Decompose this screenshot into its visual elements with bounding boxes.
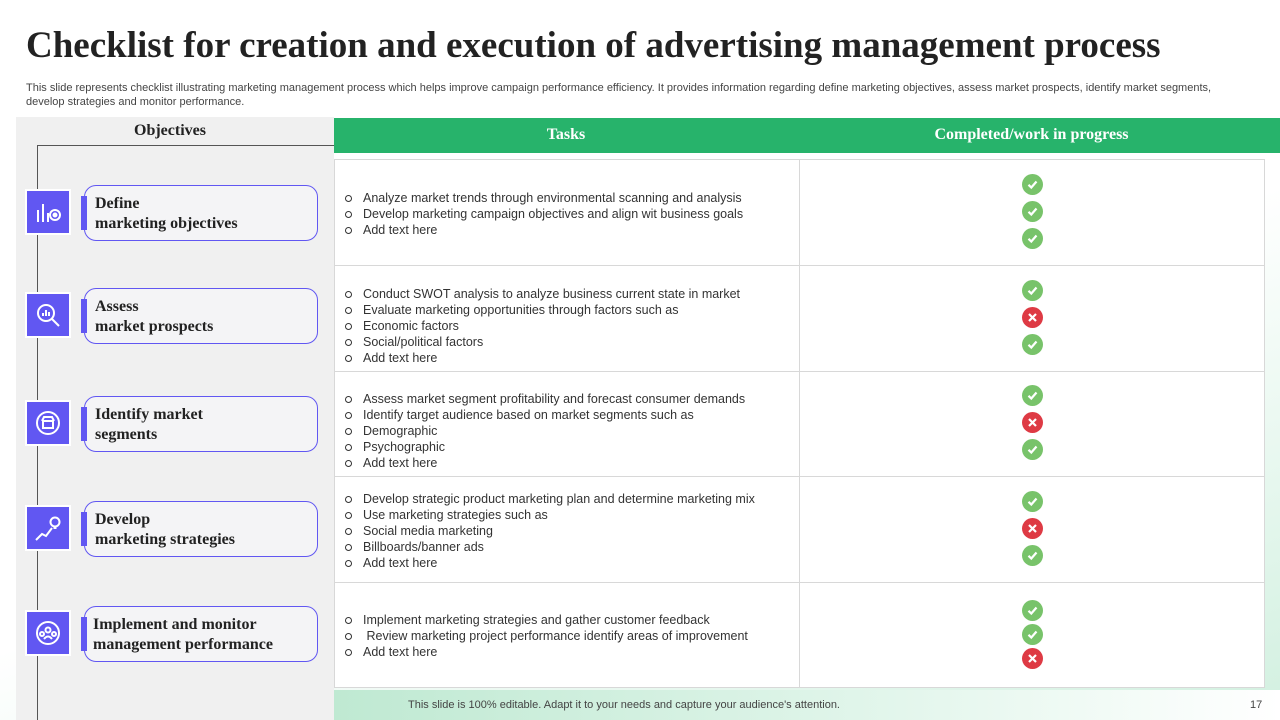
check-icon: [1022, 545, 1043, 566]
tasks-column-header: Tasks: [546, 126, 586, 143]
objective-accent-bar: [81, 512, 87, 546]
status-indicators: [1021, 491, 1043, 566]
check-icon: [1022, 491, 1043, 512]
task-item: Add text here: [343, 555, 793, 571]
task-item: Identify target audience based on market segments such as: [343, 407, 793, 423]
task-item: Economic factors: [343, 318, 793, 334]
task-list: [343, 391, 793, 471]
objective-card: [84, 185, 318, 241]
objective-accent-bar: [81, 617, 87, 651]
check-icon: [1022, 174, 1043, 195]
cross-icon: [1022, 648, 1043, 669]
task-item: Demographic: [343, 423, 793, 439]
table-row: [335, 371, 1264, 477]
cross-icon: [1022, 307, 1043, 328]
task-list: [343, 612, 793, 660]
task-item: Analyze market trends through environmental scanning and analysis: [343, 190, 793, 206]
task-item: Review marketing project performance identify areas of improvement: [343, 628, 793, 644]
table-row: [335, 160, 1264, 266]
objective-label: Define marketing objectives: [95, 195, 238, 232]
task-list: [343, 491, 793, 571]
check-icon: [1022, 385, 1043, 406]
checklist-table: [334, 159, 1265, 688]
task-item: Psychographic: [343, 439, 793, 455]
cross-icon: [1022, 412, 1043, 433]
objective-accent-bar: [81, 299, 87, 333]
status-column-header: Completed/work in progress: [934, 126, 1129, 143]
task-list: [343, 190, 793, 238]
objective-card: [84, 396, 318, 452]
objective-label: Implement and monitor management performance: [93, 616, 273, 653]
timeline-connector: [37, 145, 334, 146]
task-item: Billboards/banner ads: [343, 539, 793, 555]
objective-accent-bar: [81, 407, 87, 441]
status-indicators: [1021, 600, 1043, 669]
task-item: Conduct SWOT analysis to analyze business current state in market: [343, 286, 793, 302]
slide-title: Checklist for creation and execution of advertising management process: [26, 25, 1161, 66]
check-icon: [1022, 280, 1043, 301]
objective-label: Develop marketing strategies: [95, 511, 235, 548]
table-row: [335, 266, 1264, 372]
objective-card: [84, 606, 318, 662]
table-header: [334, 118, 1280, 153]
page-number: 17: [1250, 699, 1263, 711]
task-item: Develop marketing campaign objectives and align wit business goals: [343, 206, 793, 222]
objectives-header: Objectives: [134, 122, 206, 139]
team-network-icon: [25, 610, 71, 656]
slide-description: This slide represents checklist illustrating marketing management process which helps improve campaign performance efficiency. It provides information regarding define marketing objectives, assess market prospects, identify market segments, develop strategies and monitor performance.: [26, 82, 1212, 108]
task-item: Social/political factors: [343, 334, 793, 350]
check-icon: [1022, 334, 1043, 355]
chart-target-icon: [25, 189, 71, 235]
table-row: [335, 582, 1264, 688]
task-item: Add text here: [343, 455, 793, 471]
footer-note: This slide is 100% editable. Adapt it to your needs and capture your audience's attention.: [408, 699, 840, 711]
status-indicators: [1021, 385, 1043, 460]
cross-icon: [1022, 518, 1043, 539]
objective-card: [84, 288, 318, 344]
status-indicators: [1021, 280, 1043, 355]
table-row: [335, 477, 1264, 583]
task-item: Develop strategic product marketing plan and determine marketing mix: [343, 491, 793, 507]
task-item: Add text here: [343, 644, 793, 660]
task-item: Evaluate marketing opportunities through factors such as: [343, 302, 793, 318]
check-icon: [1022, 624, 1043, 645]
task-item: Add text here: [343, 222, 793, 238]
objective-accent-bar: [81, 196, 87, 230]
task-list: [343, 286, 793, 366]
task-item: Assess market segment profitability and forecast consumer demands: [343, 391, 793, 407]
check-icon: [1022, 228, 1043, 249]
objective-label: Identify market segments: [95, 406, 203, 443]
task-item: Implement marketing strategies and gather customer feedback: [343, 612, 793, 628]
check-icon: [1022, 600, 1043, 621]
task-item: Use marketing strategies such as: [343, 507, 793, 523]
lightbulb-growth-icon: [25, 505, 71, 551]
objective-card: [84, 501, 318, 557]
task-item: Add text here: [343, 350, 793, 366]
magnifier-chart-icon: [25, 292, 71, 338]
store-target-icon: [25, 400, 71, 446]
task-item: Social media marketing: [343, 523, 793, 539]
check-icon: [1022, 201, 1043, 222]
objective-label: Assess market prospects: [95, 298, 214, 335]
check-icon: [1022, 439, 1043, 460]
status-indicators: [1021, 174, 1043, 249]
